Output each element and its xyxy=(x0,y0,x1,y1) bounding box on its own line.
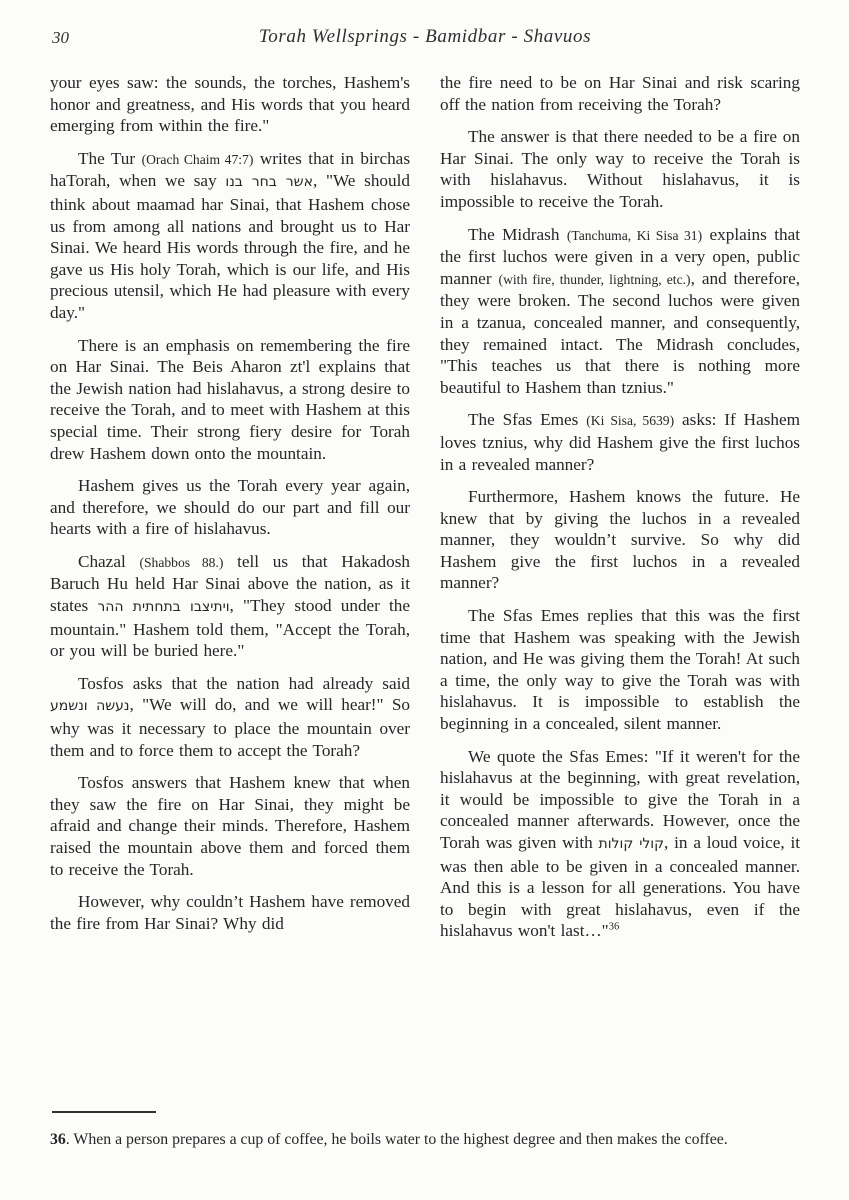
body-text: The Tur xyxy=(78,148,142,168)
body-text: tell us that Hakadosh Baruch Hu held Har Sinai above the nation, as it states xyxy=(50,551,410,616)
body-text: The Sfas Emes xyxy=(468,410,587,430)
text-columns xyxy=(50,72,800,953)
body-text: writes that in birchas haTorah, when we say xyxy=(50,148,411,191)
page-header xyxy=(50,26,800,56)
body-text: Hashem gives us the Torah every year again, and therefore, we should do our part and fill our hearts with a fire of hislahavus. xyxy=(50,476,410,539)
body-text: We quote the Sfas Emes: "If it weren't for the hislahavus at the beginning, with great revelation, it would be impossible to give the Torah in a concealed manner afterwards. However, once the Torah was given with xyxy=(440,746,800,852)
body-text: Tosfos asks that the nation had already said xyxy=(78,673,410,693)
footnote-text: When a person prepares a cup of coffee, he boils water to the highest degree and then makes the coffee. xyxy=(73,1131,728,1148)
citation: (Ki Sisa, 5639) xyxy=(586,413,675,429)
body-text: There is an emphasis on remembering the fire on Har Sinai. The Beis Aharon zt'l explains that the Jewish nation had hislahavus, a strong desire to receive the Torah, and to meet with Hashem at this special time. Their strong fiery desire for Torah drew Hashem down onto the mountain. xyxy=(50,335,410,463)
paragraph xyxy=(50,475,410,540)
paragraph xyxy=(50,335,410,465)
citation: (Orach Chaim 47:7) xyxy=(141,151,254,167)
body-text: asks: If Hashem loves tznius, why did Hashem give the first luchos in a revealed manner? xyxy=(440,410,800,474)
footnote xyxy=(50,1130,802,1150)
body-text: explains that the first luchos were given in a very open, public manner xyxy=(440,224,800,288)
column-left xyxy=(50,72,410,953)
column-right xyxy=(440,72,800,953)
body-text: The Midrash xyxy=(468,224,567,244)
body-text: However, why couldn’t Hashem have removed the fire from Har Sinai? Why did xyxy=(50,892,410,933)
body-text: your eyes saw: the sounds, the torches, Hashem's honor and greatness, and His words that you heard emerging from within the fire." xyxy=(50,73,410,136)
body-text: Furthermore, Hashem knows the future. He knew that by giving the luchos in a revealed manner, they wouldn’t survive. So why did Hashem give the first luchos in a revealed manner? xyxy=(440,487,800,593)
paragraph xyxy=(50,891,410,934)
body-text: , in a loud voice, it was then able to be given in a concealed manner. And this is a lesson for all generations. You have to begin with great hislahavus, even if the hislahavus won't last…" xyxy=(440,833,800,941)
body-text: , "We will do, and we will hear!" So why was it necessary to place the mountain over them and to force them to accept the Torah? xyxy=(50,695,411,760)
paragraph xyxy=(440,605,800,735)
body-text: , and therefore, they were broken. The second luchos were given in a tzanua, concealed manner, and consequently, they remained intact. The Midrash concludes, "This teaches us that there is nothing more beautiful to Hashem than tznius." xyxy=(440,268,800,397)
paragraph xyxy=(50,72,410,137)
body-text: Chazal xyxy=(78,551,140,571)
body-text: the fire need to be on Har Sinai and risk scaring off the nation from receiving the Torah? xyxy=(440,73,800,114)
body-text: , "We should think about maamad har Sinai, that Hashem chose us from among all nations and brought us to Har Sinai. We heard His words through the fire, and he gave us His holy Torah, which is our life, and His precious utensil, which He had pleasure with every day." xyxy=(50,171,410,322)
paragraph xyxy=(440,126,800,212)
footnote-number: 36 xyxy=(50,1131,66,1148)
paragraph xyxy=(440,409,800,475)
paragraph xyxy=(50,673,410,761)
body-text: The answer is that there needed to be a fire on Har Sinai. The only way to receive the Torah is with hislahavus. Without hislahavus, it is impossible to receive the Torah. xyxy=(440,127,800,211)
paragraph xyxy=(440,486,800,594)
paragraph xyxy=(50,772,410,880)
body-text: , "They stood under the mountain." Hashem told them, "Accept the Torah, or you will be buried here." xyxy=(50,596,411,661)
hebrew-phrase: אשר בחר בנו xyxy=(225,174,313,191)
paragraph xyxy=(440,224,800,399)
body-text: Tosfos answers that Hashem knew that when they saw the fire on Har Sinai, they might be afraid and change their minds. Therefore, Hashem raised the mountain above them and forced them to receive the Torah. xyxy=(50,773,410,879)
body-text: The Sfas Emes replies that this was the first time that Hashem was speaking with the Jewish nation, and He was giving them the Torah! At such a time, the only way to give the Torah was with hislahavus. It is impossible to establish the beginning in a concealed, silent manner. xyxy=(440,606,800,734)
citation: (Shabbos 88.) xyxy=(139,554,224,570)
citation: (Tanchuma, Ki Sisa 31) xyxy=(566,227,703,243)
paragraph xyxy=(50,551,410,662)
paragraph xyxy=(440,746,800,942)
page-number: 30 xyxy=(52,28,69,47)
footnote-separator xyxy=(52,1111,156,1113)
hebrew-phrase: קולי קולות xyxy=(598,836,665,852)
paragraph xyxy=(440,72,800,115)
hebrew-phrase: ויתיצבו בתחתית ההר xyxy=(97,599,230,616)
citation: (with fire, thunder, lightning, etc.) xyxy=(498,271,691,287)
footnote-dot: . xyxy=(65,1131,74,1148)
page-title: Torah Wellsprings - Bamidbar - Shavuos xyxy=(258,26,592,47)
hebrew-phrase: נעשה ונשמע xyxy=(50,698,130,715)
paragraph xyxy=(50,148,410,324)
footnote-reference: 36 xyxy=(608,921,620,933)
